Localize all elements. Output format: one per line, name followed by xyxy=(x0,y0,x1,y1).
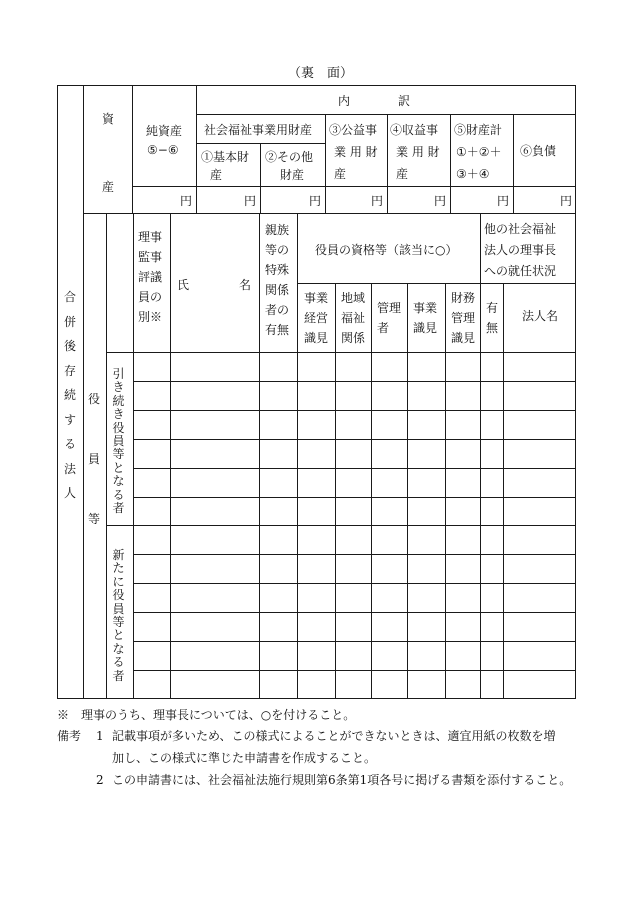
public-property-label-2: 業 用 財 xyxy=(334,145,378,159)
public-property-label-3: 産 xyxy=(334,167,347,181)
qual-business-insight: 事業 識見 xyxy=(413,301,438,335)
unit-yen: 円 xyxy=(180,194,193,208)
qual-regional-welfare: 地域 福祉 関係 xyxy=(341,291,366,345)
other-property-label-2: 財産 xyxy=(280,168,305,182)
other-corp-header: 他の社会福祉 法人の理事長 への就任状況 xyxy=(484,222,557,278)
group-continuing-label: 引き続き役員等となる者 xyxy=(112,367,125,516)
welfare-group-header: 社会福祉事業用財産 xyxy=(204,123,313,137)
unit-yen: 円 xyxy=(434,194,447,208)
unit-yen: 円 xyxy=(244,194,257,208)
officers-label-2: 員 xyxy=(88,452,101,466)
group-new-label: 新たに役員等となる者 xyxy=(112,548,125,683)
breakdown-header: 内 訳 xyxy=(338,94,411,108)
unit-yen: 円 xyxy=(497,194,510,208)
assets-label-bottom: 産 xyxy=(102,180,115,194)
total-property-formula: ①＋②＋ xyxy=(456,145,502,159)
note-star: ※ 理事のうち、理事長については、○を付けること。 xyxy=(57,708,356,722)
profit-property-label: ④収益事 xyxy=(390,123,439,137)
net-assets-label: 純資産 xyxy=(146,124,183,138)
officers-label: 役 xyxy=(88,392,101,406)
basic-property-label-2: 産 xyxy=(210,168,223,182)
total-property-formula-2: ③＋④ xyxy=(456,167,490,181)
name-header-2: 名 xyxy=(239,278,252,292)
total-property-label: ⑤財産計 xyxy=(454,123,503,137)
qual-manager: 管理 者 xyxy=(377,301,402,335)
qual-financial-management: 財務 管理 識見 xyxy=(451,291,476,345)
page-title: （裏 面） xyxy=(288,66,354,81)
basic-property-label: ①基本財 xyxy=(201,150,250,164)
unit-yen: 円 xyxy=(309,194,322,208)
officers-label-3: 等 xyxy=(88,512,101,526)
role-type-header: 理事 監事 評議 員の 別※ xyxy=(138,230,163,324)
name-header: 氏 xyxy=(177,278,190,292)
net-assets-formula: ⑤−⑥ xyxy=(147,143,179,157)
profit-property-label-3: 産 xyxy=(396,167,409,181)
profit-property-label-2: 業 用 財 xyxy=(396,145,440,159)
qual-business-management: 事業 経営 識見 xyxy=(304,291,329,345)
qualification-header: 役員の資格等（該当に○） xyxy=(315,243,458,257)
remarks-label: 備考 xyxy=(57,729,82,743)
unit-yen: 円 xyxy=(560,194,573,208)
assets-label-top: 資 xyxy=(102,112,115,126)
unit-yen: 円 xyxy=(371,194,384,208)
note-2-text: この申請書には、社会福祉法施行規則第6条第1項各号に掲げる書類を添付すること。 xyxy=(112,773,572,787)
corp-name-header: 法人名 xyxy=(522,309,559,323)
public-property-label: ③公益事 xyxy=(329,123,378,137)
yes-no-header: 有 無 xyxy=(486,301,499,335)
side-label: 合併後存続する法人 xyxy=(63,290,76,500)
other-property-label: ②その他 xyxy=(265,150,314,164)
note-2-number: 2 xyxy=(96,773,104,787)
note-1-number: 1 xyxy=(96,729,104,743)
liabilities-label: ⑥負債 xyxy=(520,144,557,158)
note-1-text: 記載事項が多いため、この様式によることができないときは、適宜用紙の枚数を増 xyxy=(112,729,556,743)
note-1-text-cont: 加し、この様式に準じた申請書を作成すること。 xyxy=(112,751,377,765)
kinship-header: 親族 等の 特殊 関係 者の 有無 xyxy=(265,223,290,337)
